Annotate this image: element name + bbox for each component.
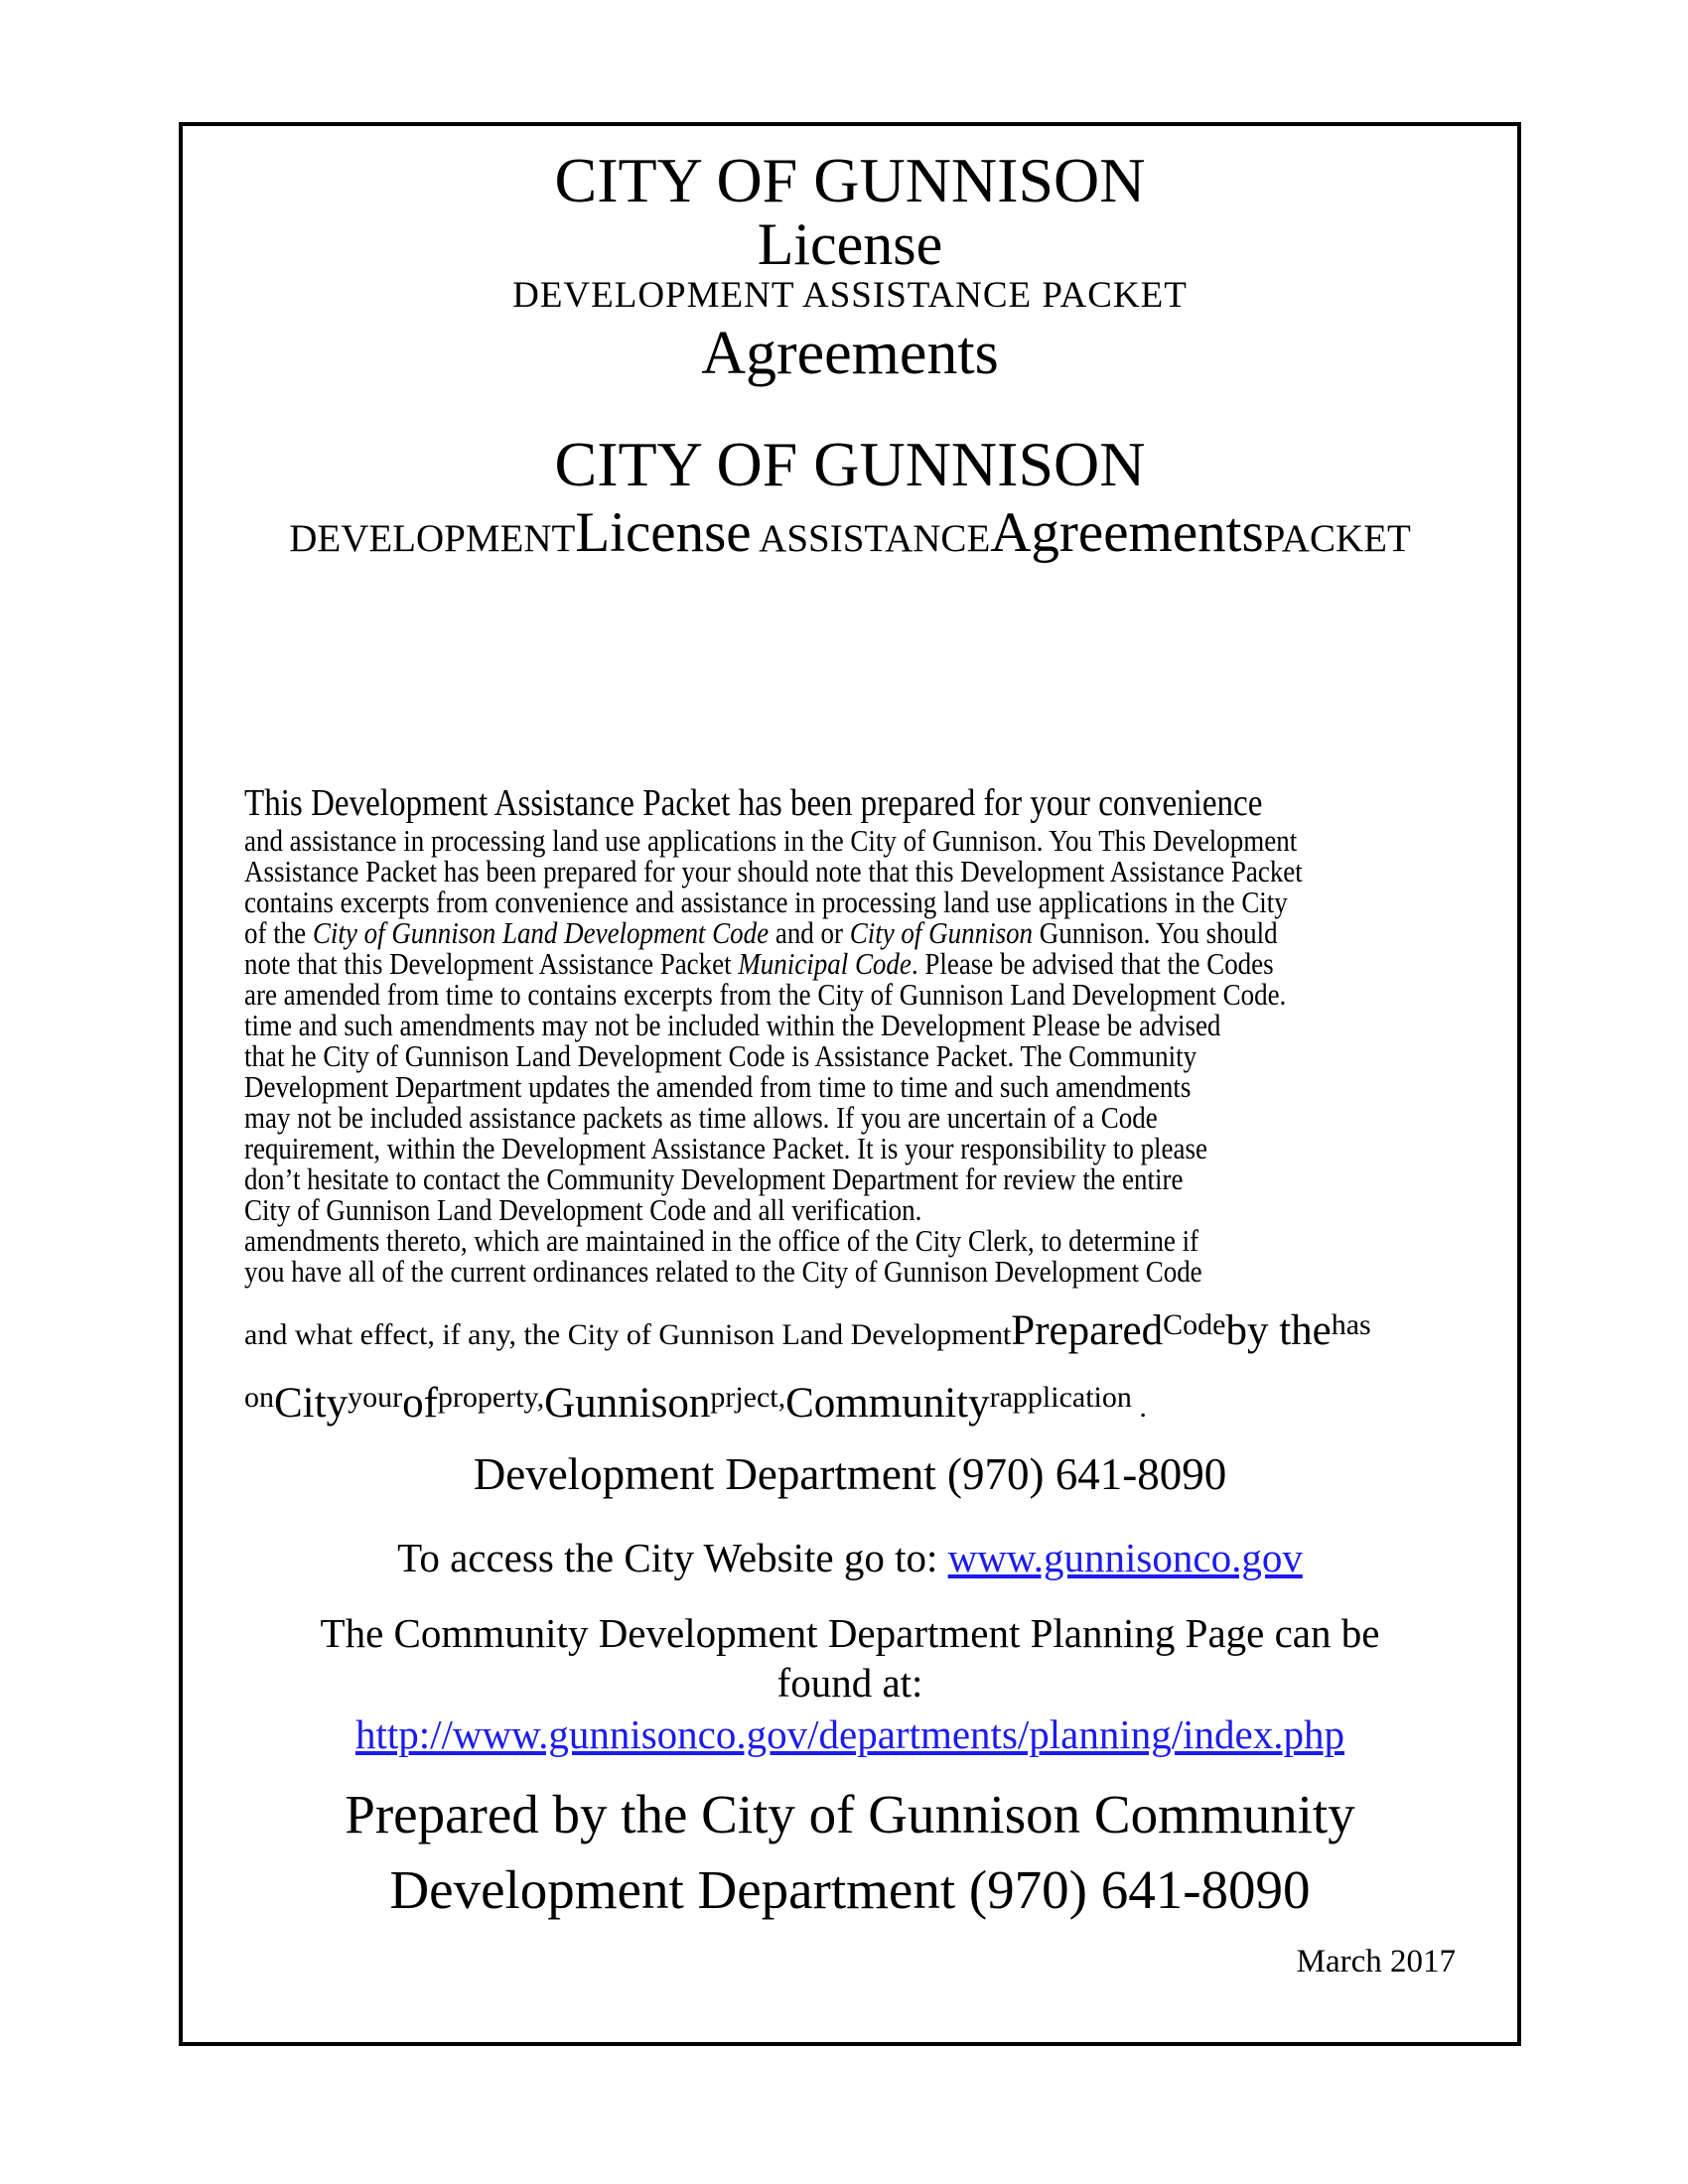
website-line-text: To access the City Website go to: <box>397 1535 948 1580</box>
planning-page-text-line1: The Community Development Department Planning Page can be <box>320 1610 1380 1656</box>
text-segment: Code <box>1163 1308 1226 1341</box>
text-segment: of the <box>244 915 313 950</box>
text-segment: and what effect, if any, the City of Gunnison Land Development <box>244 1318 1012 1351</box>
text-segment: amendments thereto, which are maintained in the office of the City Clerk, to determine if <box>244 1223 1199 1258</box>
footer-prepared-by-line1: Prepared by the City of Gunnison Community <box>345 1784 1355 1844</box>
body-line <box>244 887 1318 917</box>
text-segment: Assistance Packet has been prepared for your should note that this Development Assistance Packet <box>244 854 1303 888</box>
text-segment: you have all of the current ordinances related to the City of Gunnison Development Code <box>244 1254 1202 1289</box>
text-segment: Agreements <box>990 501 1264 564</box>
body-line <box>244 1040 1318 1071</box>
text-segment: requirement, within the Development Assistance Packet. It is your responsibility to please <box>244 1131 1207 1165</box>
text-segment: may not be included assistance packets as time allows. If you are uncertain of a Code <box>244 1100 1158 1135</box>
title2-mixed-overlay-line <box>183 497 1517 583</box>
text-segment: Gunnison <box>544 1380 711 1427</box>
department-phone-line: Development Department (970) 641-8090 <box>473 1449 1227 1499</box>
text-segment: your <box>348 1381 403 1414</box>
text-segment: City of Gunnison Land Development Code and all verification. <box>244 1192 922 1227</box>
text-segment: rapplication <box>989 1381 1132 1414</box>
text-segment: of <box>402 1380 438 1427</box>
text-segment: has <box>1331 1308 1371 1341</box>
body-line <box>244 1133 1318 1163</box>
overlap-line-1 <box>244 1298 1517 1367</box>
title-city-of-gunnison: CITY OF GUNNISON <box>554 145 1146 215</box>
page-border-frame <box>179 122 1521 2046</box>
text-segment: by the <box>1225 1307 1332 1354</box>
text-segment: and assistance in processing land use applications in the City of Gunnison. You This Development <box>244 823 1298 858</box>
body-line <box>244 948 1318 979</box>
title-block-secondary <box>183 429 1517 583</box>
body-paragraph <box>244 781 1318 1287</box>
text-segment: Gunnison. You should <box>1033 915 1278 950</box>
planning-link-line <box>183 1707 1517 1761</box>
text-segment: property, <box>437 1381 545 1414</box>
overlap-line-2 <box>244 1371 1517 1439</box>
text-segment: don’t hesitate to contact the Community Development Department for review the entire <box>244 1161 1184 1196</box>
body-lead-line: This Development Assistance Packet has been prepared for your convenience <box>244 782 1263 824</box>
text-segment: and or <box>769 915 850 950</box>
text-segment: DEVELOPMENT <box>289 517 576 560</box>
body-line <box>244 1010 1318 1040</box>
text-segment: time and such amendments may not be included within the Development Please be advised <box>244 1008 1221 1042</box>
text-segment: . <box>1131 1391 1147 1424</box>
text-segment: City of Gunnison <box>849 915 1034 950</box>
text-segment: note that this Development Assistance Packet <box>244 946 739 981</box>
title-block-primary <box>183 145 1517 390</box>
text-segment: City <box>274 1380 349 1427</box>
text-segment: City of Gunnison Land Development Code <box>312 915 770 950</box>
text-segment: on <box>244 1381 274 1414</box>
body-lines <box>244 825 1318 1287</box>
website-line <box>183 1531 1517 1584</box>
footer-prepared-by-line2: Development Department (970) 641-8090 <box>389 1859 1311 1920</box>
body-line <box>244 979 1318 1010</box>
city-website-link[interactable]: www.gunnisonco.gov <box>947 1535 1303 1580</box>
planning-page-link[interactable]: http://www.gunnisonco.gov/departments/planning/index.php <box>354 1711 1345 1757</box>
text-segment: prject, <box>710 1381 786 1414</box>
text-segment: that he City of Gunnison Land Development Code is Assistance Packet. The Community <box>244 1038 1197 1073</box>
title-license-overlay: License <box>757 211 943 277</box>
body-line <box>244 1194 1318 1225</box>
title2-city-of-gunnison: CITY OF GUNNISON <box>554 429 1146 499</box>
text-segment: contains excerpts from convenience and assistance in processing land use applications in the City <box>244 885 1288 919</box>
text-segment: PACKET <box>1263 517 1411 560</box>
body-line <box>244 1225 1318 1256</box>
document-date: March 2017 <box>1296 1944 1456 1979</box>
body-line <box>244 825 1318 856</box>
planning-page-text-line2: found at: <box>776 1660 923 1706</box>
body-line <box>244 1163 1318 1194</box>
title-agreements-overlay: Agreements <box>701 320 999 387</box>
text-segment: are amended from time to contains excerpts from the City of Gunnison Land Development Code. <box>244 977 1287 1012</box>
text-segment: ASSISTANCE <box>751 517 991 560</box>
body-line <box>244 1071 1318 1102</box>
text-segment: License <box>575 501 752 564</box>
text-segment: Municipal Code <box>738 946 912 981</box>
body-line <box>244 917 1318 948</box>
text-segment: Development Department updates the amended from time to time and such amendments <box>244 1069 1192 1104</box>
text-segment: Community <box>785 1380 990 1427</box>
title-development-assistance-packet: DEVELOPMENT ASSISTANCE PACKET <box>512 275 1188 316</box>
body-line <box>244 856 1318 887</box>
text-segment: Prepared <box>1011 1307 1164 1354</box>
text-segment: . Please be advised that the Codes <box>911 946 1274 981</box>
body-line <box>244 1102 1318 1133</box>
body-line <box>244 1256 1318 1287</box>
